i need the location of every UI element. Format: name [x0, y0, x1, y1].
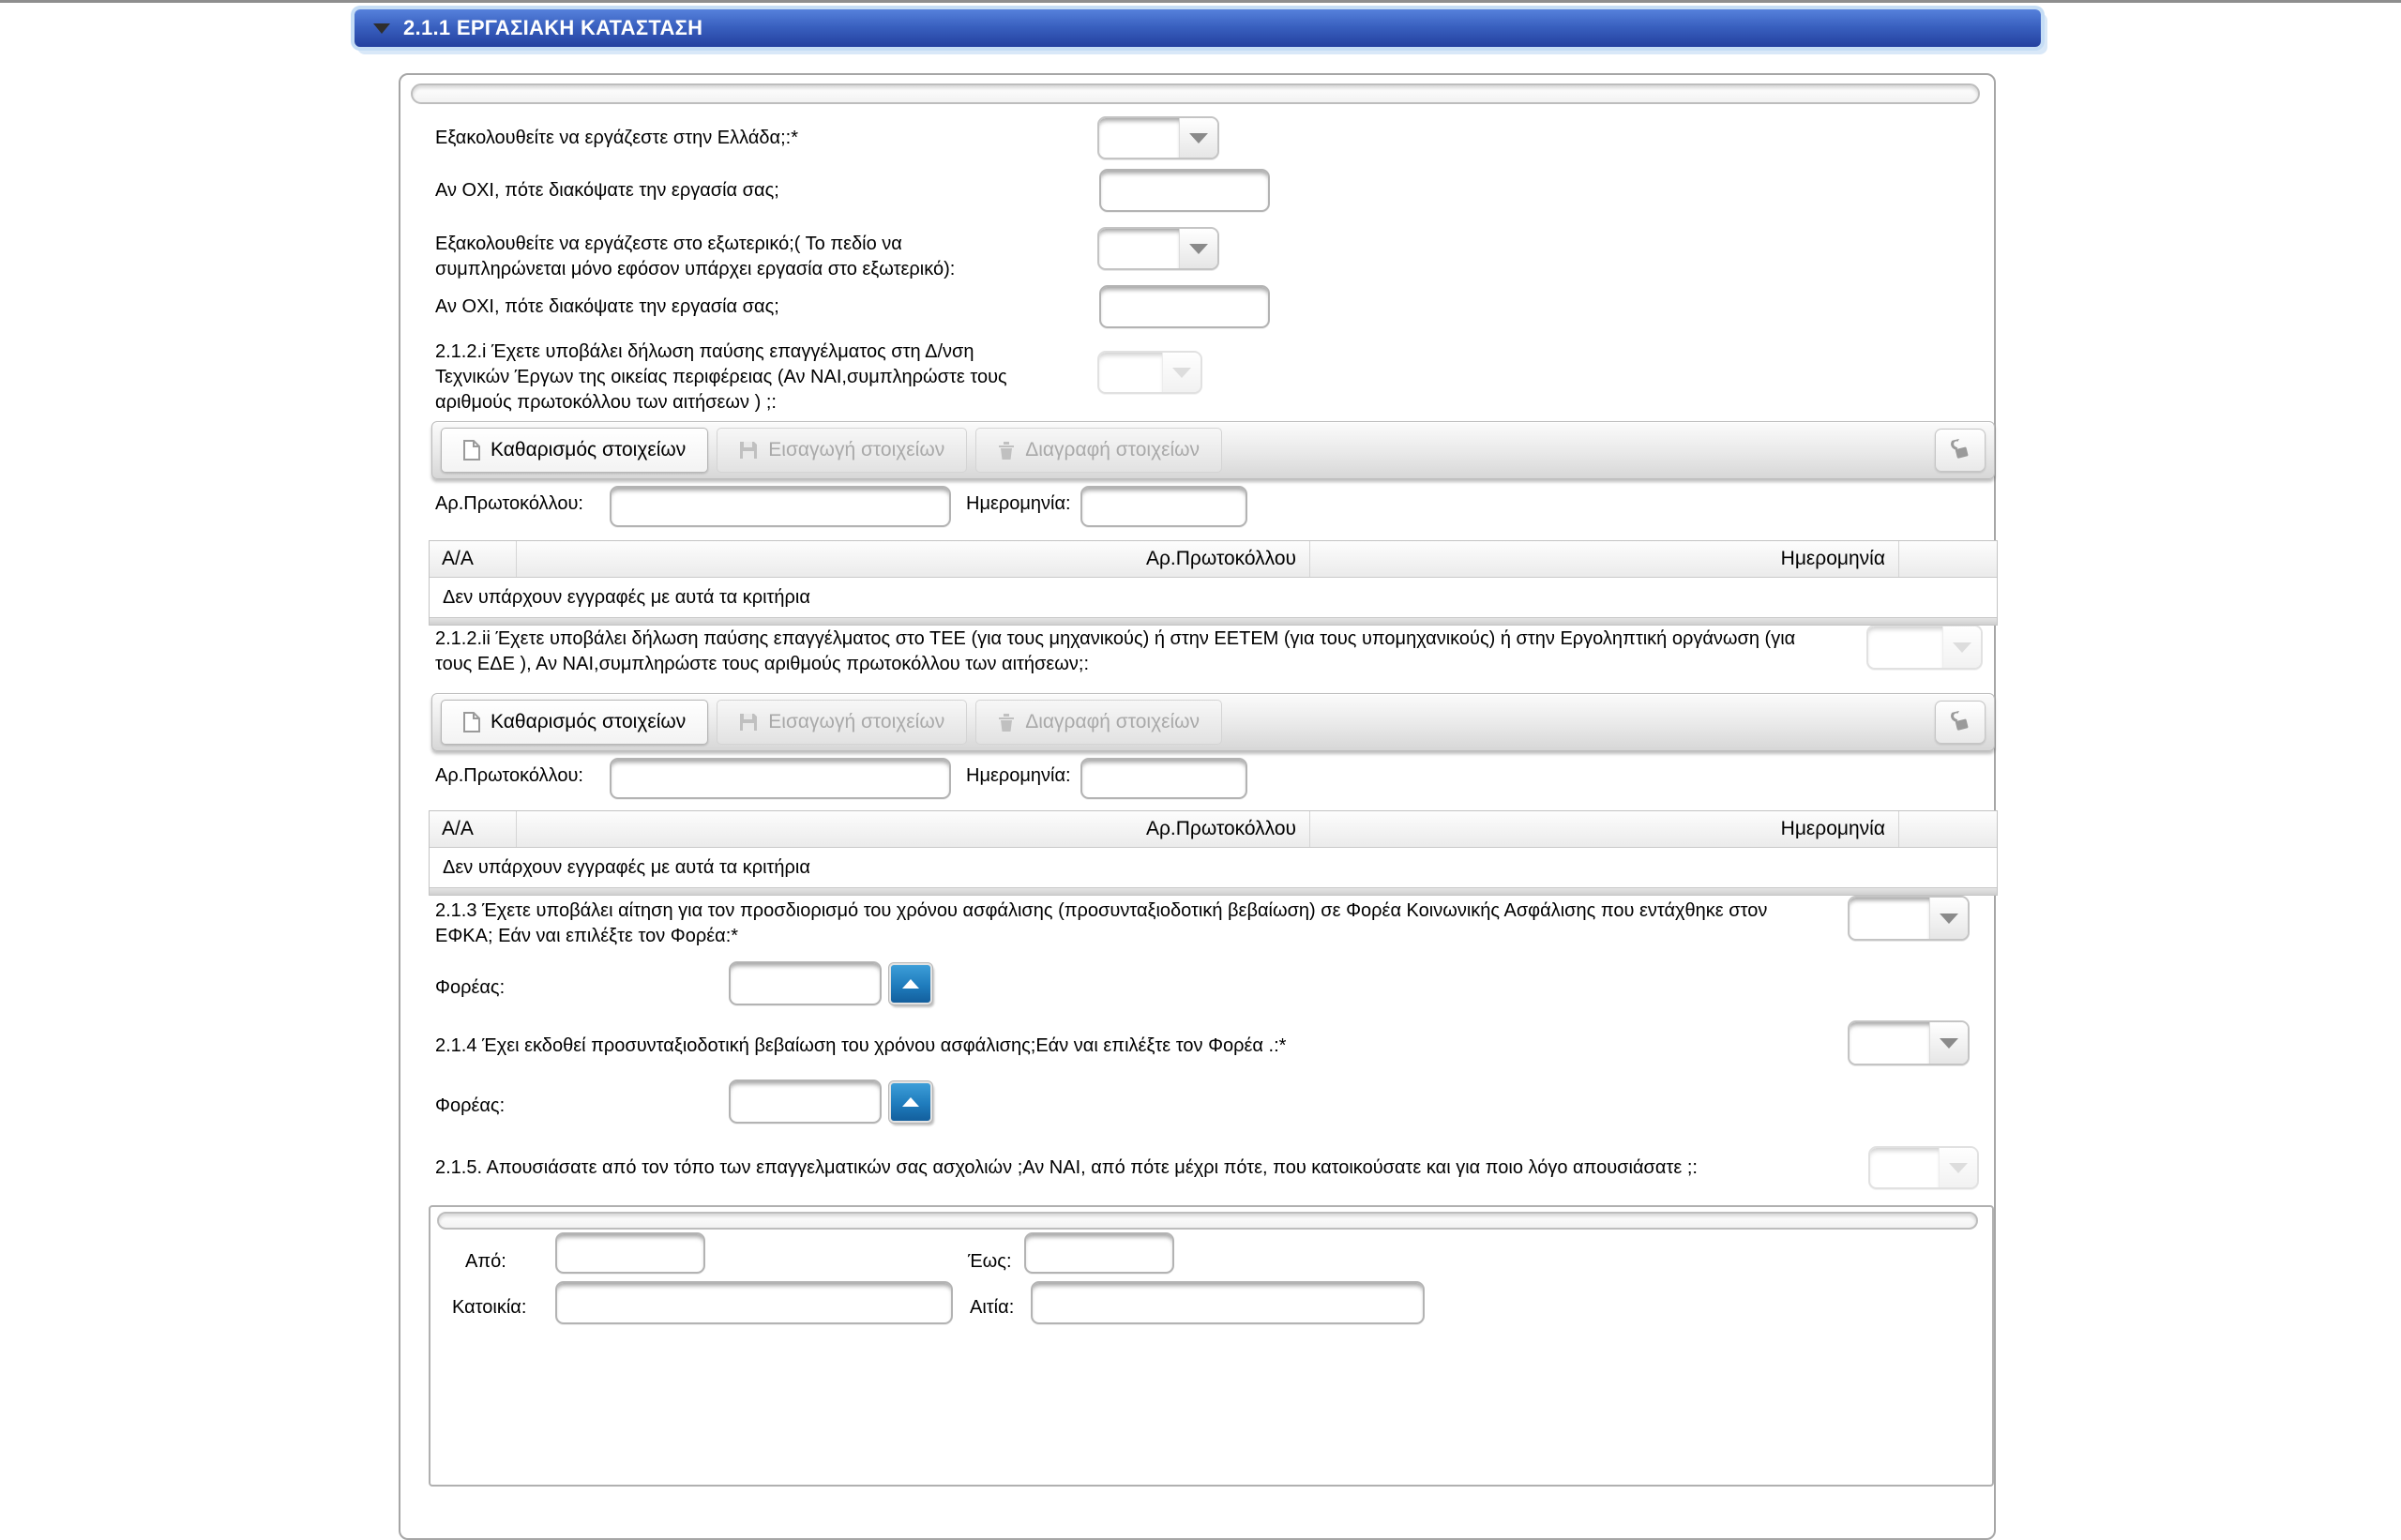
document-icon [463, 712, 480, 732]
question-2-1-2-ii-dropdown [1866, 625, 1983, 670]
foreas-lookup-button-2[interactable] [889, 1081, 932, 1123]
insert-records-button-2 [717, 700, 967, 745]
absence-panel [429, 1205, 1994, 1487]
form-panel [399, 73, 1996, 1540]
absence-to-input[interactable] [1024, 1232, 1174, 1274]
work-greece-dropdown[interactable] [1097, 116, 1219, 159]
clear-records-label: Καθαρισμός στοιχείων [491, 439, 687, 460]
chevron-down-icon[interactable] [1180, 229, 1217, 268]
foreas-lookup-button-1[interactable] [889, 963, 932, 1004]
records-table-1 [429, 540, 1998, 626]
absence-reason-label: Αιτία: [970, 1297, 1015, 1318]
trash-icon [998, 713, 1015, 732]
unlock-button-1[interactable] [1935, 429, 1986, 472]
clear-records-button-1[interactable] [441, 428, 708, 473]
insert-records-label: Εισαγωγή στοιχείων [768, 711, 945, 732]
delete-records-label: Διαγραφή στοιχείων [1025, 439, 1200, 460]
date-filter-input-2[interactable] [1080, 758, 1247, 799]
empty-records-row: Δεν υπάρχουν εγγραφές με αυτά τα κριτήρια [430, 578, 1997, 617]
delete-records-label: Διαγραφή στοιχείων [1025, 711, 1200, 732]
work-greece-dropdown-value [1099, 118, 1180, 158]
absence-residence-input[interactable] [555, 1281, 953, 1324]
clear-records-label: Καθαρισμός στοιχείων [491, 711, 687, 732]
column-header-protocol: Αρ.Πρωτοκόλλου [517, 541, 1310, 577]
chevron-down-icon [1940, 1148, 1977, 1187]
records-toolbar-1 [431, 421, 1995, 479]
records-table-footer-1 [430, 617, 1997, 625]
trash-icon [998, 441, 1015, 460]
unlock-icon [1946, 708, 1973, 735]
delete-records-button-2 [975, 700, 1222, 745]
stop-work-abroad-date-input[interactable] [1099, 285, 1270, 328]
work-abroad-dropdown[interactable] [1097, 227, 1219, 270]
question-2-1-2-i: 2.1.2.i Έχετε υποβάλει δήλωση παύσης επαγγέλματος στη Δ/νση Τεχνικών Έργων της οικείας περιφέρειας (Αν ΝΑΙ,συμπληρώστε τους αριθμούς πρωτοκόλλου των αιτήσεων ) ;: [435, 341, 1007, 413]
protocol-filter-input-2[interactable] [610, 758, 951, 799]
protocol-filter-label-1: Αρ.Πρωτοκόλλου: [435, 493, 583, 514]
delete-records-button-1 [975, 428, 1222, 473]
question-2-1-2-ii-dropdown-value [1868, 627, 1943, 668]
floppy-disk-icon [739, 713, 758, 732]
question-work-abroad: Εξακολουθείτε να εργάζεστε στο εξωτερικό;( Το πεδίο να συμπληρώνεται μόνο εφόσον υπάρχει εργασία στο εξωτερικό): [435, 234, 956, 279]
column-header-actions [1899, 541, 1997, 577]
work-abroad-dropdown-value [1099, 229, 1180, 268]
top-divider [0, 0, 2401, 3]
records-table-footer-2 [430, 887, 1997, 895]
records-table-header-2 [430, 811, 1997, 848]
records-toolbar-2 [431, 693, 1995, 751]
foreas-label-2: Φορέας: [435, 1095, 506, 1116]
unlock-icon [1946, 436, 1973, 463]
chevron-down-icon [1163, 353, 1200, 392]
column-header-index: Α/Α [430, 811, 517, 847]
question-2-1-2-i-dropdown [1097, 351, 1202, 394]
column-header-actions [1899, 811, 1997, 847]
question-2-1-4-dropdown[interactable] [1848, 1020, 1970, 1065]
column-header-protocol: Αρ.Πρωτοκόλλου [517, 811, 1310, 847]
question-stop-work-abroad: Αν ΟΧΙ, πότε διακόψατε την εργασία σας; [435, 296, 779, 317]
absence-from-label: Από: [465, 1251, 506, 1272]
foreas-input-1[interactable] [729, 961, 882, 1005]
chevron-down-icon [1943, 627, 1981, 668]
unlock-button-2[interactable] [1935, 701, 1986, 744]
chevron-down-icon[interactable] [1930, 1022, 1968, 1064]
collapsed-strip-top [411, 83, 1980, 104]
clear-records-button-2[interactable] [441, 700, 708, 745]
collapse-triangle-icon [373, 23, 390, 34]
column-header-date: Ημερομηνία [1310, 541, 1899, 577]
arrow-up-icon [902, 979, 919, 989]
arrow-up-icon [902, 1097, 919, 1107]
absence-residence-label: Κατοικία: [452, 1297, 527, 1318]
records-table-header-1 [430, 541, 1997, 578]
chevron-down-icon[interactable] [1180, 118, 1217, 158]
question-2-1-3-dropdown[interactable] [1848, 896, 1970, 941]
question-2-1-4: 2.1.4 Έχει εκδοθεί προσυνταξιοδοτική βεβαίωση του χρόνου ασφάλισης;Εάν ναι επιλέξτε τον Φορέα .:* [435, 1035, 1287, 1056]
foreas-label-1: Φορέας: [435, 977, 506, 998]
absence-panel-strip [437, 1212, 1978, 1230]
question-2-1-3-dropdown-value [1850, 898, 1930, 939]
column-header-date: Ημερομηνία [1310, 811, 1899, 847]
question-2-1-2-ii: 2.1.2.ii Έχετε υποβάλει δήλωση παύσης επαγγέλματος στο ΤΕΕ (για τους μηχανικούς) ή στην ΕΕΤΕΜ (για τους υπομηχανικούς) ή στην Εργοληπτική οργάνωση (για τους ΕΔΕ ), Αν ΝΑΙ,συμπληρώστε τους αριθμούς πρωτοκόλλου των αιτήσεων;: [435, 628, 1796, 674]
records-table-2 [429, 810, 1998, 896]
question-2-1-2-i-dropdown-value [1099, 353, 1163, 392]
question-2-1-4-dropdown-value [1850, 1022, 1930, 1064]
protocol-filter-label-2: Αρ.Πρωτοκόλλου: [435, 765, 583, 786]
floppy-disk-icon [739, 441, 758, 460]
empty-records-row: Δεν υπάρχουν εγγραφές με αυτά τα κριτήρια [430, 848, 1997, 887]
section-title: 2.1.1 ΕΡΓΑΣΙΑΚΗ ΚΑΤΑΣΤΑΣΗ [403, 16, 703, 39]
absence-reason-input[interactable] [1031, 1281, 1425, 1324]
date-filter-input-1[interactable] [1080, 486, 1247, 527]
absence-to-label: Έως: [968, 1251, 1012, 1272]
insert-records-button-1 [717, 428, 967, 473]
absence-from-input[interactable] [555, 1232, 705, 1274]
column-header-index: Α/Α [430, 541, 517, 577]
question-2-1-5: 2.1.5. Απουσιάσατε από τον τόπο των επαγγελματικών σας ασχολιών ;Αν ΝΑΙ, από πότε μέχρι πότε, που κατοικούσατε και για ποιο λόγο απουσιάσατε ;: [435, 1157, 1698, 1178]
stop-work-greece-date-input[interactable] [1099, 169, 1270, 212]
protocol-filter-input-1[interactable] [610, 486, 951, 527]
question-2-1-5-dropdown [1868, 1146, 1979, 1189]
question-2-1-3: 2.1.3 Έχετε υποβάλει αίτηση για τον προσδιορισμό του χρόνου ασφάλισης (προσυνταξιοδοτική βεβαίωση) σε Φορέα Κοινωνικής Ασφάλισης που εντάχθηκε στον ΕΦΚΑ; Εάν ναι επιλέξτε τον Φορέα:* [435, 900, 1768, 946]
question-stop-work-greece: Αν ΟΧΙ, πότε διακόψατε την εργασία σας; [435, 180, 779, 201]
date-filter-label-1: Ημερομηνία: [966, 493, 1071, 514]
date-filter-label-2: Ημερομηνία: [966, 765, 1071, 786]
section-header-2-1-1[interactable] [355, 9, 2041, 47]
foreas-input-2[interactable] [729, 1080, 882, 1124]
chevron-down-icon[interactable] [1930, 898, 1968, 939]
question-2-1-5-dropdown-value [1870, 1148, 1940, 1187]
insert-records-label: Εισαγωγή στοιχείων [768, 439, 945, 460]
question-work-greece: Εξακολουθείτε να εργάζεστε στην Ελλάδα;:* [435, 128, 798, 148]
document-icon [463, 440, 480, 460]
